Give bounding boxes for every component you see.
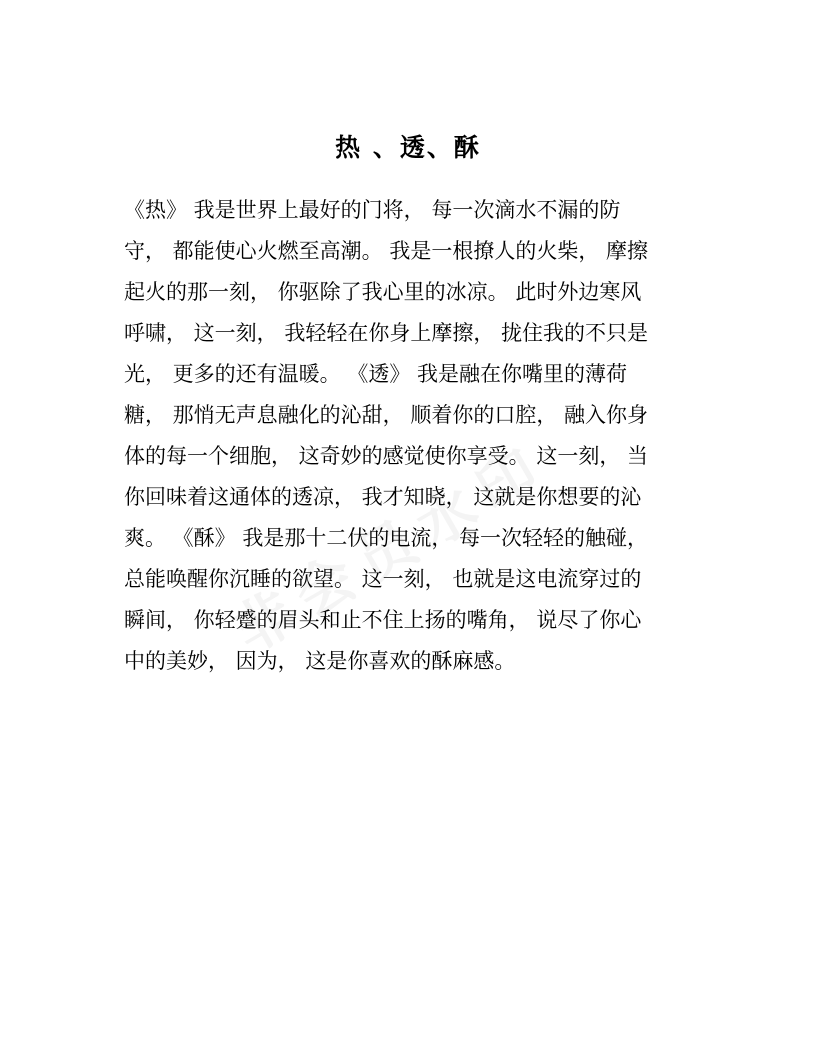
text-line: 起火的那一刻， 你驱除了我心里的冰凉。 此时外边寒风	[124, 280, 642, 304]
text-line: 光， 更多的还有温暖。 《透》 我是融在你嘴里的薄荷	[124, 362, 628, 386]
text-line: 守， 都能使心火燃至高潮。 我是一根撩人的火柴， 摩擦	[124, 239, 649, 263]
text-line: 呼啸， 这一刻， 我轻轻在你身上摩擦， 拢住我的不只是	[124, 321, 649, 345]
text-line: 糖， 那悄无声息融化的沁甜， 顺着你的口腔， 融入你身	[124, 403, 649, 427]
text-line: 体的每一个细胞， 这奇妙的感觉使你享受。 这一刻， 当	[124, 444, 649, 468]
text-line: 你回味着这通体的透凉， 我才知晓， 这就是你想要的沁	[124, 485, 642, 509]
text-line: 《热》 我是世界上最好的门将， 每一次滴水不漏的防	[124, 198, 621, 222]
text-line: 瞬间， 你轻蹙的眉头和止不住上扬的嘴角， 说尽了你心	[124, 608, 642, 632]
body-paragraph	[124, 190, 692, 682]
text-line: 爽。 《酥》 我是那十二伏的电流， 每一次轻轻的触碰，	[124, 526, 649, 550]
text-line: 总能唤醒你沉睡的欲望。 这一刻， 也就是这电流穿过的	[124, 567, 642, 591]
page-title: 热 、透、酥	[335, 133, 481, 162]
text-line: 中的美妙， 因为， 这是你喜欢的酥麻感。	[124, 649, 516, 673]
